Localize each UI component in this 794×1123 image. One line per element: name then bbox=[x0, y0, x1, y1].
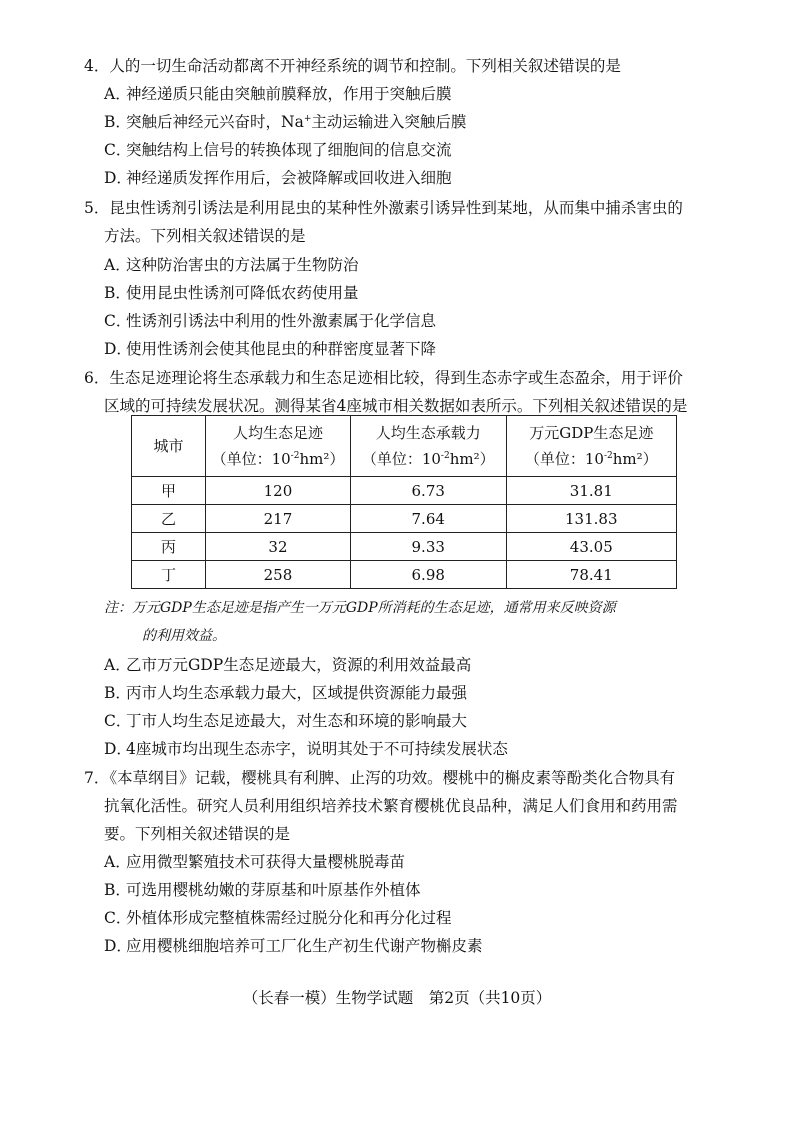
q5-option-c bbox=[104, 307, 436, 335]
table-cell: 甲 bbox=[132, 477, 206, 505]
header-per-capita-capacity: 人均生态承载力 （单位：$10^{-2}hm^2$） bbox=[350, 416, 506, 477]
q4-option-c bbox=[104, 136, 452, 164]
q6-option-d bbox=[104, 735, 508, 763]
table-cell: 6.98 bbox=[350, 561, 506, 589]
q6-stem-line1: 6．生态足迹理论将生态承载力和生态足迹相比较，得到生态赤字或生态盈余，用于评价 bbox=[84, 369, 683, 387]
option-text: 神经递质发挥作用后，会被降解或回收进入细胞 bbox=[126, 169, 452, 187]
header-per-capita-footprint: 人均生态足迹 （单位：$10^{-2}hm^2$） bbox=[206, 416, 351, 477]
q7-stem-line3: 要。下列相关叙述错误的是 bbox=[104, 825, 291, 843]
sodium-charge: + bbox=[303, 114, 312, 124]
table-cell: 乙 bbox=[132, 505, 206, 533]
option-text-pre: 突触后神经元兴奋时，Na bbox=[126, 113, 304, 131]
table-row bbox=[132, 561, 677, 589]
option-label: B． bbox=[104, 284, 131, 302]
table-cell: 217 bbox=[206, 505, 351, 533]
table-cell: 258 bbox=[206, 561, 351, 589]
option-text: 4座城市均出现生态赤字，说明其处于不可持续发展状态 bbox=[126, 740, 508, 758]
option-label: C． bbox=[104, 312, 132, 330]
q7-option-a bbox=[104, 848, 405, 876]
q5-stem-line1: 5．昆虫性诱剂引诱法是利用昆虫的某种性外激素引诱异性到某地，从而集中捕杀害虫的 bbox=[84, 199, 683, 217]
table-cell: 31.81 bbox=[506, 477, 676, 505]
page-footer: （长春一模）生物学试题 第2页（共10页） bbox=[242, 989, 552, 1007]
table-cell: 32 bbox=[206, 533, 351, 561]
table-cell: 120 bbox=[206, 477, 351, 505]
q7-option-c bbox=[104, 904, 452, 932]
table-cell: 7.64 bbox=[350, 505, 506, 533]
option-label: A． bbox=[104, 85, 131, 103]
q4-option-a bbox=[104, 80, 452, 108]
option-text: 使用昆虫性诱剂可降低农药使用量 bbox=[126, 284, 359, 302]
option-text-post: 主动运输进入突触后膜 bbox=[311, 113, 467, 131]
option-label: A． bbox=[104, 656, 131, 674]
q7-option-d bbox=[104, 932, 483, 960]
table-cell: 丁 bbox=[132, 561, 206, 589]
option-text: 使用性诱剂会使其他昆虫的种群密度显著下降 bbox=[126, 340, 437, 358]
table-row bbox=[132, 477, 677, 505]
option-text: 丙市人均生态承载力最大，区域提供资源能力最强 bbox=[126, 684, 468, 702]
option-label: D． bbox=[104, 740, 132, 758]
q7-option-b bbox=[104, 876, 421, 904]
table-cell: 43.05 bbox=[506, 533, 676, 561]
header-gdp-footprint: 万元GDP生态足迹 （单位：$10^{-2}hm^2$） bbox=[506, 416, 676, 477]
q7-stem-line1: 7．《本草纲目》记载，樱桃具有利脾、止泻的功效。樱桃中的槲皮素等酚类化合物具有 bbox=[84, 769, 676, 787]
table-cell: 丙 bbox=[132, 533, 206, 561]
table-cell: 131.83 bbox=[506, 505, 676, 533]
option-text: 外植体形成完整植株需经过脱分化和再分化过程 bbox=[126, 909, 452, 927]
q4-option-d bbox=[104, 164, 452, 192]
q7-stem-line2: 抗氧化活性。研究人员利用组织培养技术繁育樱桃优良品种，满足人们食用和药用需 bbox=[104, 797, 678, 815]
option-text: 乙市万元GDP生态足迹最大，资源的利用效益最高 bbox=[126, 656, 472, 674]
table-note-line2: 的利用效益。 bbox=[142, 628, 226, 644]
option-label: D． bbox=[104, 169, 132, 187]
eco-footprint-table bbox=[131, 415, 677, 589]
option-label: D． bbox=[104, 340, 132, 358]
table-row bbox=[132, 505, 677, 533]
q6-option-c bbox=[104, 707, 467, 735]
option-label: D． bbox=[104, 937, 132, 955]
q5-option-a bbox=[104, 251, 359, 279]
option-text: 丁市人均生态足迹最大，对生态和环境的影响最大 bbox=[126, 712, 468, 730]
q5-option-b bbox=[104, 279, 359, 307]
q6-option-a bbox=[104, 651, 471, 679]
q4-option-b bbox=[104, 108, 466, 136]
option-text: 突触结构上信号的转换体现了细胞间的信息交流 bbox=[126, 141, 452, 159]
option-label: B． bbox=[104, 684, 131, 702]
header-city: 城市 bbox=[132, 416, 206, 477]
option-label: B． bbox=[104, 881, 131, 899]
option-text: 应用樱桃细胞培养可工厂化生产初生代谢产物槲皮素 bbox=[126, 937, 483, 955]
option-text: 神经递质只能由突触前膜释放，作用于突触后膜 bbox=[126, 85, 452, 103]
option-label: C． bbox=[104, 909, 132, 927]
table-note-line1: 注：万元GDP生态足迹是指产生一万元GDP所消耗的生态足迹，通常用来反映资源 bbox=[104, 600, 616, 616]
option-text: 性诱剂引诱法中利用的性外激素属于化学信息 bbox=[126, 312, 437, 330]
q6-stem-line2: 区域的可持续发展状况。测得某省4座城市相关数据如表所示。下列相关叙述错误的是 bbox=[104, 397, 688, 415]
table-cell: 78.41 bbox=[506, 561, 676, 589]
option-text: 可选用樱桃幼嫩的芽原基和叶原基作外植体 bbox=[126, 881, 421, 899]
q5-option-d bbox=[104, 335, 436, 363]
option-text: 应用微型繁殖技术可获得大量樱桃脱毒苗 bbox=[126, 853, 406, 871]
option-label: A． bbox=[104, 853, 131, 871]
q5-stem-line2: 方法。下列相关叙述错误的是 bbox=[104, 227, 306, 245]
option-label: C． bbox=[104, 141, 132, 159]
option-label: A． bbox=[104, 256, 131, 274]
option-label: B． bbox=[104, 113, 131, 131]
table-cell: 6.73 bbox=[350, 477, 506, 505]
option-label: C． bbox=[104, 712, 132, 730]
table-row bbox=[132, 533, 677, 561]
table-cell: 9.33 bbox=[350, 533, 506, 561]
q6-option-b bbox=[104, 679, 467, 707]
q4-stem: 4．人的一切生命活动都离不开神经系统的调节和控制。下列相关叙述错误的是 bbox=[84, 57, 621, 75]
table-header-row bbox=[132, 416, 677, 477]
option-text: 这种防治害虫的方法属于生物防治 bbox=[126, 256, 359, 274]
